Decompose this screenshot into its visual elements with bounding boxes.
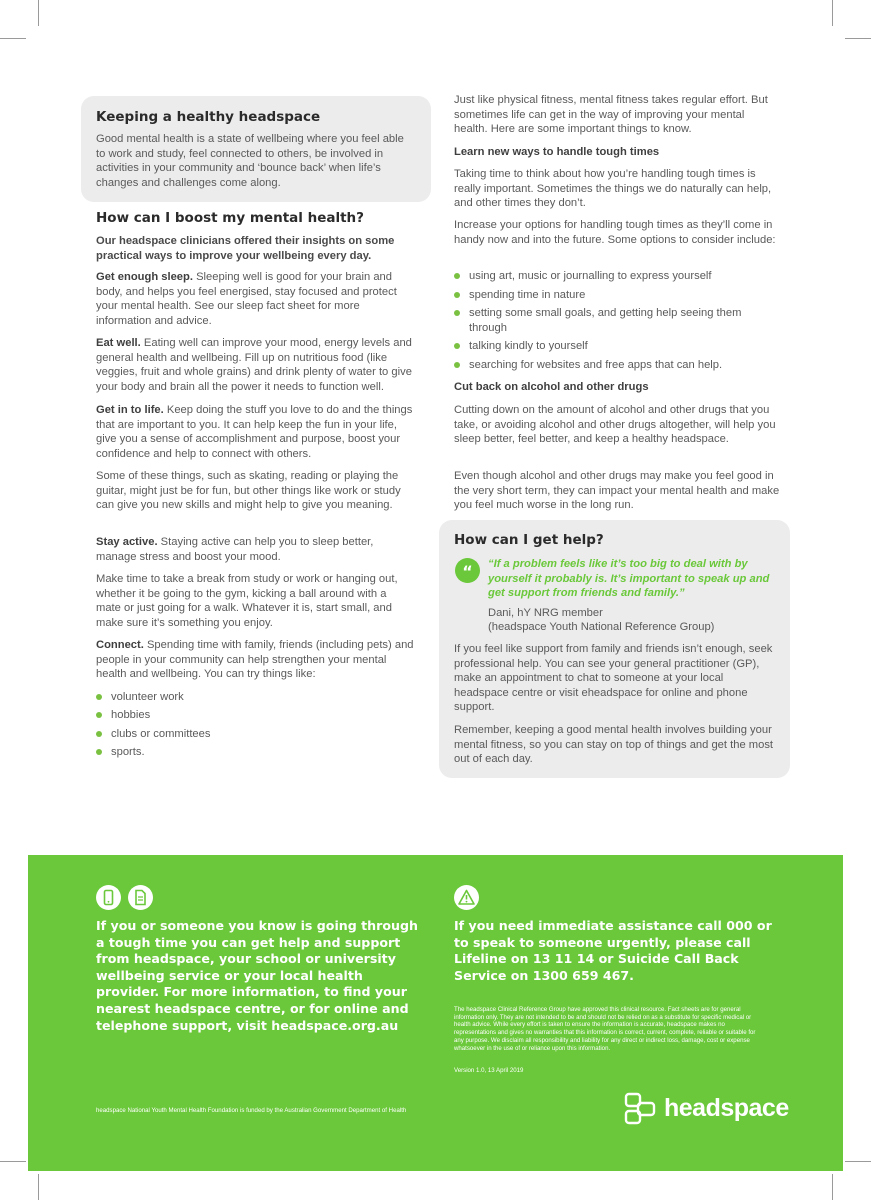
list-item: hobbies [96, 708, 150, 723]
active-text: Staying active can help you to sleep better, manage stress and boost your mood. [96, 536, 374, 563]
warning-icon [454, 885, 479, 910]
help-p1: If you feel like support from family and friends isn’t enough, seek professional help. You can see your general practitioner (GP), make an appointment to chat to someone at your local headspace centre or visit eheadspace for online and phone support. [454, 643, 773, 714]
svg-text:“: “ [462, 562, 473, 581]
crop-mark [0, 38, 26, 39]
skating-paragraph: Some of these things, such as skating, reading or playing the guitar, might just be for fun, but other things like work or study can give you new skills and might help to give you meaning. [96, 470, 401, 512]
bullet-icon [96, 694, 102, 700]
list-item: talking kindly to yourself [454, 339, 769, 354]
crop-mark [845, 1161, 871, 1162]
bullet-icon [454, 310, 460, 316]
list-item: clubs or committees [96, 727, 210, 742]
document-icon [128, 885, 153, 910]
bullet-icon [96, 731, 102, 737]
quote-icon [455, 558, 480, 583]
footer-support-text: If you or someone you know is going through a tough time you can get help and support from headspace, your school or university wellbeing service or your local health provider. For more information, to find your nearest headspace centre, or for online and telephone support, visit headspace.org.au [96, 918, 418, 1033]
intro-title: Keeping a healthy headspace [96, 109, 321, 125]
alcohol-title: Cut back on alcohol and other drugs [454, 381, 649, 393]
bullet-icon [96, 749, 102, 755]
boost-lead: Our headspace clinicians offered their insights on some practical ways to improve your wellbeing every day. [96, 235, 395, 262]
list-item: using art, music or journalling to express yourself [454, 269, 769, 284]
eat-label: Eat well. [96, 337, 141, 349]
fitness-intro: Just like physical fitness, mental fitness takes regular effort. But sometimes life can get in the way of improving your mental health. Here are some important things to know. [454, 94, 768, 136]
sleep-paragraph [96, 270, 414, 328]
intro-body: Good mental health is a state of wellbeing where you feel able to work and study, feel connected to others, be involved in activities in your community and ‘bounce back’ when life’s changes and challenges come along. [96, 133, 404, 189]
help-quote: “If a problem feels like it’s too big to deal with by yourself it probably is. It’s important to speak up and get support from friends and family.” [488, 558, 770, 600]
crop-mark [38, 1174, 39, 1200]
boost-title: How can I boost my mental health? [96, 210, 364, 226]
headspace-logo-text: headspace [664, 1094, 789, 1122]
footer-version: Version 1.0, 13 April 2019 [454, 1067, 524, 1074]
list-item: sports. [96, 745, 145, 760]
life-label: Get in to life. [96, 404, 164, 416]
crop-mark [0, 1161, 26, 1162]
bullet-icon [454, 273, 460, 279]
tough-p2: Increase your options for handling tough times as they’ll come in handy now and into the future. Some options to consider include: [454, 219, 776, 246]
list-item: searching for websites and free apps that can help. [454, 358, 769, 373]
sleep-label: Get enough sleep. [96, 271, 193, 283]
eat-text: Eating well can improve your mood, energy levels and general health and wellbeing. Fill up on nutritious food (like veggies, fruit and whole grains) and drink plenty of water to give your body and brain all the power it needs to function well. [96, 337, 412, 393]
alcohol-p1: Cutting down on the amount of alcohol and other drugs that you take, or avoiding alcohol and other drugs altogether, will help you sleep better, feel better, and keep a healthy headspace. [454, 404, 776, 446]
crop-mark [38, 0, 39, 26]
list-item: spending time in nature [454, 288, 769, 303]
break-paragraph: Make time to take a break from study or work or hanging out, whether it be going to the gym, kicking a ball around with a mate or just going for a walk. Whatever it is, start small, and make sure it’s something you enjoy. [96, 573, 398, 629]
phone-icon [96, 885, 121, 910]
active-paragraph [96, 535, 414, 564]
bullet-icon [454, 362, 460, 368]
connect-text: Spending time with family, friends (including pets) and people in your community can help strengthen your mental health and wellbeing. You can try things like: [96, 639, 414, 681]
active-label: Stay active. [96, 536, 158, 548]
headspace-logo-icon [623, 1091, 659, 1127]
sleep-text: Sleeping well is good for your brain and body, and helps you feel energised, stay focused and protect your mental health. See our sleep fact sheet for more information and advice. [96, 271, 397, 327]
connect-label: Connect. [96, 639, 144, 651]
eat-paragraph [96, 336, 414, 394]
footer-banner [28, 855, 843, 1171]
life-text: Keep doing the stuff you love to do and the things that are important to you. It can help keep the fun in your life, give you a sense of accomplishment and purpose, boost your confidence and help to connect with others. [96, 404, 413, 460]
bullet-icon [96, 712, 102, 718]
quote-attribution-name: Dani, hY NRG member [488, 607, 603, 619]
footer-disclaimer: The headspace Clinical Reference Group have approved this clinical resource. Fact sheets are for general information only. They are not intended to be and should not be relied on as a substitute for specific medical or health advice. While every effort is taken to ensure the information is accurate, headspace makes no representations and gives no warranties that this information is correct, current, complete, reliable or suitable for any purpose. We disclaim all responsibility and liability for any direct or indirect loss, damage, cost or expense whatsoever in the use of or reliance upon this information. [454, 1006, 756, 1052]
crop-mark [832, 1174, 833, 1200]
tough-title: Learn new ways to handle tough times [454, 146, 660, 158]
bullet-icon [454, 292, 460, 298]
list-item: volunteer work [96, 690, 184, 705]
footer-urgent-text: If you need immediate assistance call 000 or to speak to someone urgently, please call Lifeline on 13 11 14 or Suicide Call Back Service on 1300 659 467. [454, 918, 772, 983]
alcohol-p2: Even though alcohol and other drugs may make you feel good in the very short term, they can impact your mental health and make you feel much worse in the long run. [454, 470, 780, 512]
connect-paragraph [96, 638, 414, 682]
crop-mark [845, 38, 871, 39]
help-title: How can I get help? [454, 532, 604, 548]
quote-attribution-group: (headspace Youth National Reference Group) [488, 621, 715, 633]
tough-p1: Taking time to think about how you’re handling tough times is really important. Sometimes the things we do naturally can help, and other times they don’t. [454, 168, 772, 210]
crop-mark [832, 0, 833, 26]
help-p2: Remember, keeping a good mental health involves building your mental fitness, so you can stay on top of things and get the most out of each day. [454, 724, 774, 766]
bullet-icon [454, 343, 460, 349]
list-item: setting some small goals, and getting help seeing them through [454, 306, 749, 335]
life-paragraph [96, 403, 414, 461]
footer-funding: headspace National Youth Mental Health Foundation is funded by the Australian Government Department of Health [96, 1107, 407, 1114]
